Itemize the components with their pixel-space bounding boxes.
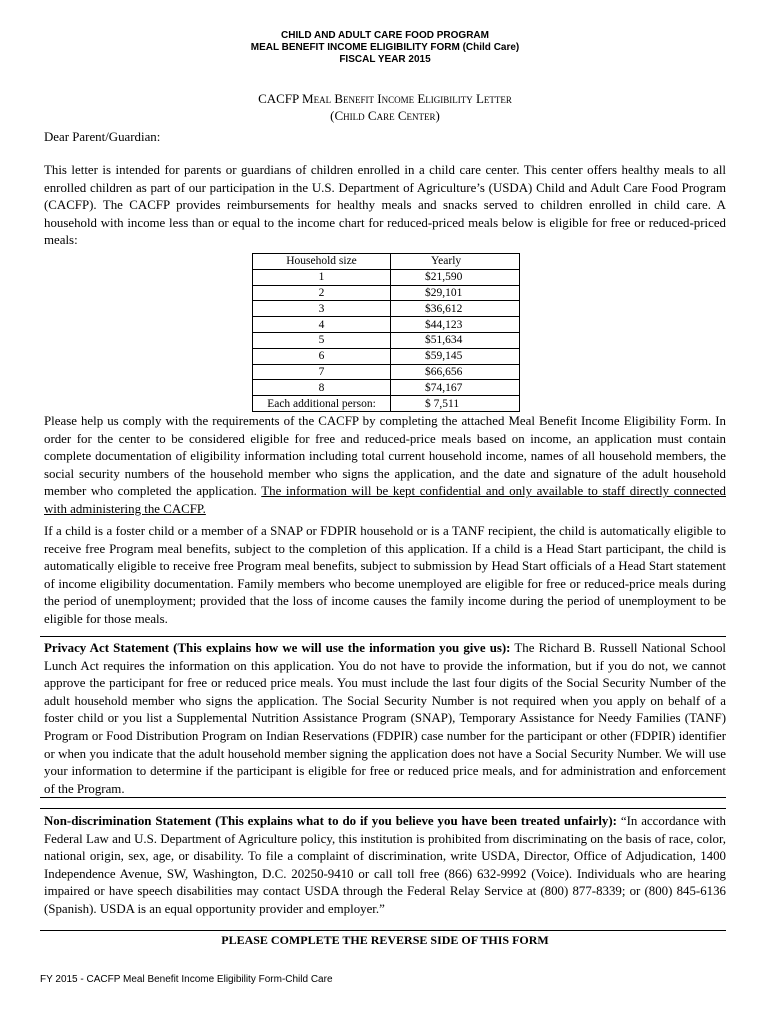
form-title: MEAL BENEFIT INCOME ELIGIBILITY FORM (Child Care) <box>250 42 520 53</box>
household-size: 3 <box>253 301 391 317</box>
nondiscrimination-heading: Non-discrimination Statement (This explains what to do if you believe you have been treated unfairly): <box>44 814 617 828</box>
privacy-text: The Richard B. Russell National School Lunch Act requires the information on this application. You do not have to provide the information, but if you do not, we cannot approve the participant for free or reduced price meals. You must include the last four digits of the Social Security Number of the adult household member who signs the application. The Social Security Number is not required when you apply on behalf of a foster child or you list a Supplemental Nutrition Assistance Program (SNAP), Temporary Assistance for Needy Families (TANF) Program or Food Distribution Program on Indian Reservations (FDPIR) case number for the participant or other (FDPIR) identifier or when you indicate that the adult household member signing the application does not have a Social Security Number. We will use your information to determine if the participant is eligible for free or reduced price meals, and for administration and enforcement of the Program. <box>44 641 726 796</box>
household-size-header: Household size <box>253 254 391 270</box>
yearly-income: $74,167 <box>391 380 520 396</box>
yearly-income: $66,656 <box>391 364 520 380</box>
table-row <box>253 364 520 380</box>
household-size: 5 <box>253 332 391 348</box>
privacy-heading: Privacy Act Statement (This explains how we will use the information you give us): <box>44 641 511 655</box>
intro-paragraph: This letter is intended for parents or guardians of children enrolled in a child care center. This center offers healthy meals to all enrolled children as part of our participation in the U.S. Department of Agriculture’s (USDA) Child and Adult Care Food Program (CACFP). The CACFP provides reimbursements for healthy meals and snacks served to children enrolled in child care. A household with income less than or equal to the income chart for reduced-priced meals below is eligible for free or reduced-priced meals: <box>44 163 726 248</box>
divider <box>40 636 726 637</box>
comply-text: Please help us comply with the requirements of the CACFP by completing the attached Meal Benefit Income Eligibility Form. In order for the center to be considered eligible for free and reduced-price meals based on income, an application must contain complete documentation of eligibility information including total current household income, names of all household members, the social security numbers of the household member who signs the application, and the date and signature of the adult household member who completed the application. <box>44 414 726 499</box>
table-row <box>253 301 520 317</box>
yearly-income: $36,612 <box>391 301 520 317</box>
fiscal-year: FISCAL YEAR 2015 <box>339 54 431 65</box>
table-row <box>253 269 520 285</box>
yearly-income: $51,634 <box>391 332 520 348</box>
page-footer: FY 2015 - CACFP Meal Benefit Income Eligibility Form-Child Care <box>40 974 333 985</box>
yearly-income: $21,590 <box>391 269 520 285</box>
letter-subtitle: (Child Care Center) <box>330 108 440 123</box>
table-row <box>253 332 520 348</box>
table-row <box>253 396 520 412</box>
household-size: 8 <box>253 380 391 396</box>
income-table-header <box>253 254 520 270</box>
reverse-side-notice: PLEASE COMPLETE THE REVERSE SIDE OF THIS FORM <box>221 933 549 947</box>
table-row <box>253 348 520 364</box>
table-row <box>253 380 520 396</box>
program-title: CHILD AND ADULT CARE FOOD PROGRAM <box>281 30 489 41</box>
divider <box>40 797 726 798</box>
household-size: 1 <box>253 269 391 285</box>
comply-paragraph <box>44 413 726 519</box>
household-size: Each additional person: <box>253 396 391 412</box>
yearly-income: $29,101 <box>391 285 520 301</box>
income-table <box>252 253 520 412</box>
yearly-income: $59,145 <box>391 348 520 364</box>
household-size: 6 <box>253 348 391 364</box>
confidentiality-notice: The information will be kept confidential and only available to staff directly connected with administering the CACFP. <box>44 484 726 516</box>
table-row <box>253 285 520 301</box>
letter-title: CACFP Meal Benefit Income Eligibility Letter <box>258 91 512 106</box>
privacy-act-statement <box>44 640 726 798</box>
divider <box>40 930 726 931</box>
yearly-header: Yearly <box>391 254 520 270</box>
household-size: 4 <box>253 317 391 333</box>
salutation: Dear Parent/Guardian: <box>44 130 161 144</box>
household-size: 2 <box>253 285 391 301</box>
foster-paragraph: If a child is a foster child or a member of a SNAP or FDPIR household or is a TANF recipient, the child is automatically eligible to receive free Program meal benefits, subject to the completion of this application. If a child is a Head Start participant, the child is automatically eligible to receive free Program meal benefits, subject to submission by Head Start officials of a Head Start statement of income eligibility documentation. Family members who become unemployed are eligible for free or reduced-price meals during the period of unemployment; provided that the loss of income causes the family income during the period of unemployment to be eligible for those meals. <box>44 524 726 626</box>
divider <box>40 808 726 809</box>
yearly-income: $44,123 <box>391 317 520 333</box>
nondiscrimination-text: “In accordance with Federal Law and U.S. Department of Agriculture policy, this institution is prohibited from discriminating on the basis of race, color, national origin, sex, age, or disability. To file a complaint of discrimination, write USDA, Director, Office of Adjudication, 1400 Independence Avenue, SW, Washington, D.C. 20250-9410 or call toll free (866) 632-9992 (Voice). Individuals who are hearing impaired or have speech disabilities may contact USDA through the Federal Relay Service at (800) 877-8339; or (800) 845-6136 (Spanish). USDA is an equal opportunity provider and employer.” <box>44 814 726 916</box>
household-size: 7 <box>253 364 391 380</box>
non-discrimination-statement <box>44 813 726 919</box>
table-row <box>253 317 520 333</box>
yearly-income: $ 7,511 <box>391 396 520 412</box>
